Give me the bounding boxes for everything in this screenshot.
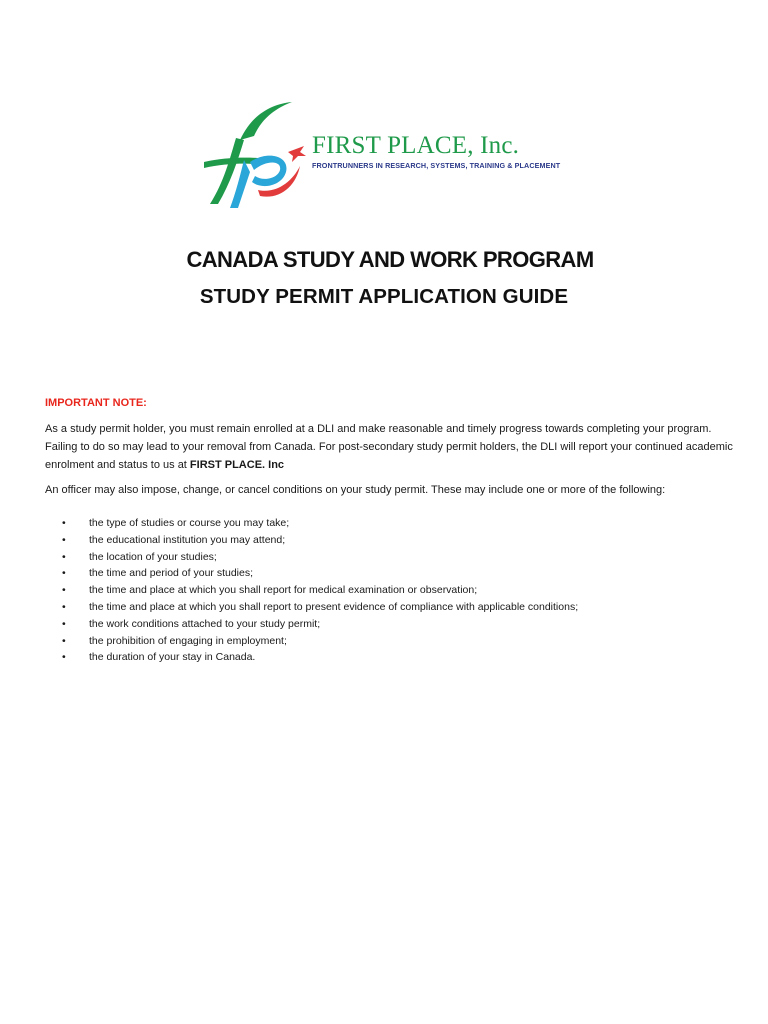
paragraph-conditions: An officer may also impose, change, or cancel conditions on your study permit. These may include one or more of the following: [45, 484, 666, 496]
paragraph-enrolment [45, 420, 735, 474]
list-item-text: the time and place at which you shall report to present evidence of compliance with applicable conditions; [89, 600, 579, 613]
list-item [62, 515, 578, 532]
conditions-list [62, 515, 578, 666]
bullet-icon: • [62, 550, 66, 563]
list-item [62, 649, 578, 666]
bullet-icon: • [62, 584, 66, 597]
important-note-heading: IMPORTANT NOTE: [45, 397, 147, 409]
list-item-text: the time and period of your studies; [89, 567, 254, 580]
list-item [62, 532, 578, 549]
company-tagline: FRONTRUNNERS IN RESEARCH, SYSTEMS, TRAINING & PLACEMENT [312, 161, 561, 170]
list-item [62, 633, 578, 650]
document-subtitle: STUDY PERMIT APPLICATION GUIDE [199, 285, 569, 308]
bullet-icon: • [62, 651, 66, 664]
company-logo [200, 100, 570, 210]
fp-monogram-icon [200, 100, 310, 210]
company-reference: FIRST PLACE. Inc [189, 459, 285, 471]
list-item-text: the duration of your stay in Canada. [89, 651, 256, 664]
list-item [62, 616, 578, 633]
list-item-text: the prohibition of engaging in employment; [89, 634, 287, 647]
list-item-text: the time and place at which you shall report for medical examination or observation; [89, 584, 478, 597]
list-item [62, 549, 578, 566]
bullet-icon: • [62, 634, 66, 647]
bullet-icon: • [62, 617, 66, 630]
paragraph-enrolment-text: As a study permit holder, you must remain enrolled at a DLI and make reasonable and timely progress towards completing your program. Failing to do so may lead to your removal from Canada. For post-secondary study permit holders, the DLI will report your continued academic enrolment and status to us at [45, 423, 733, 471]
list-item-text: the location of your studies; [89, 550, 217, 563]
list-item [62, 582, 578, 599]
list-item [62, 599, 578, 616]
company-name: FIRST PLACE, Inc. [312, 132, 520, 159]
list-item-text: the type of studies or course you may take; [89, 517, 290, 529]
bullet-icon: • [62, 533, 66, 546]
bullet-icon: • [62, 600, 66, 613]
bullet-icon: • [62, 517, 66, 529]
list-item-text: the educational institution you may attend; [89, 533, 286, 546]
list-item-text: the work conditions attached to your study permit; [89, 617, 321, 630]
bullet-icon: • [62, 567, 66, 580]
list-item [62, 565, 578, 582]
document-title: CANADA STUDY AND WORK PROGRAM [186, 247, 594, 272]
